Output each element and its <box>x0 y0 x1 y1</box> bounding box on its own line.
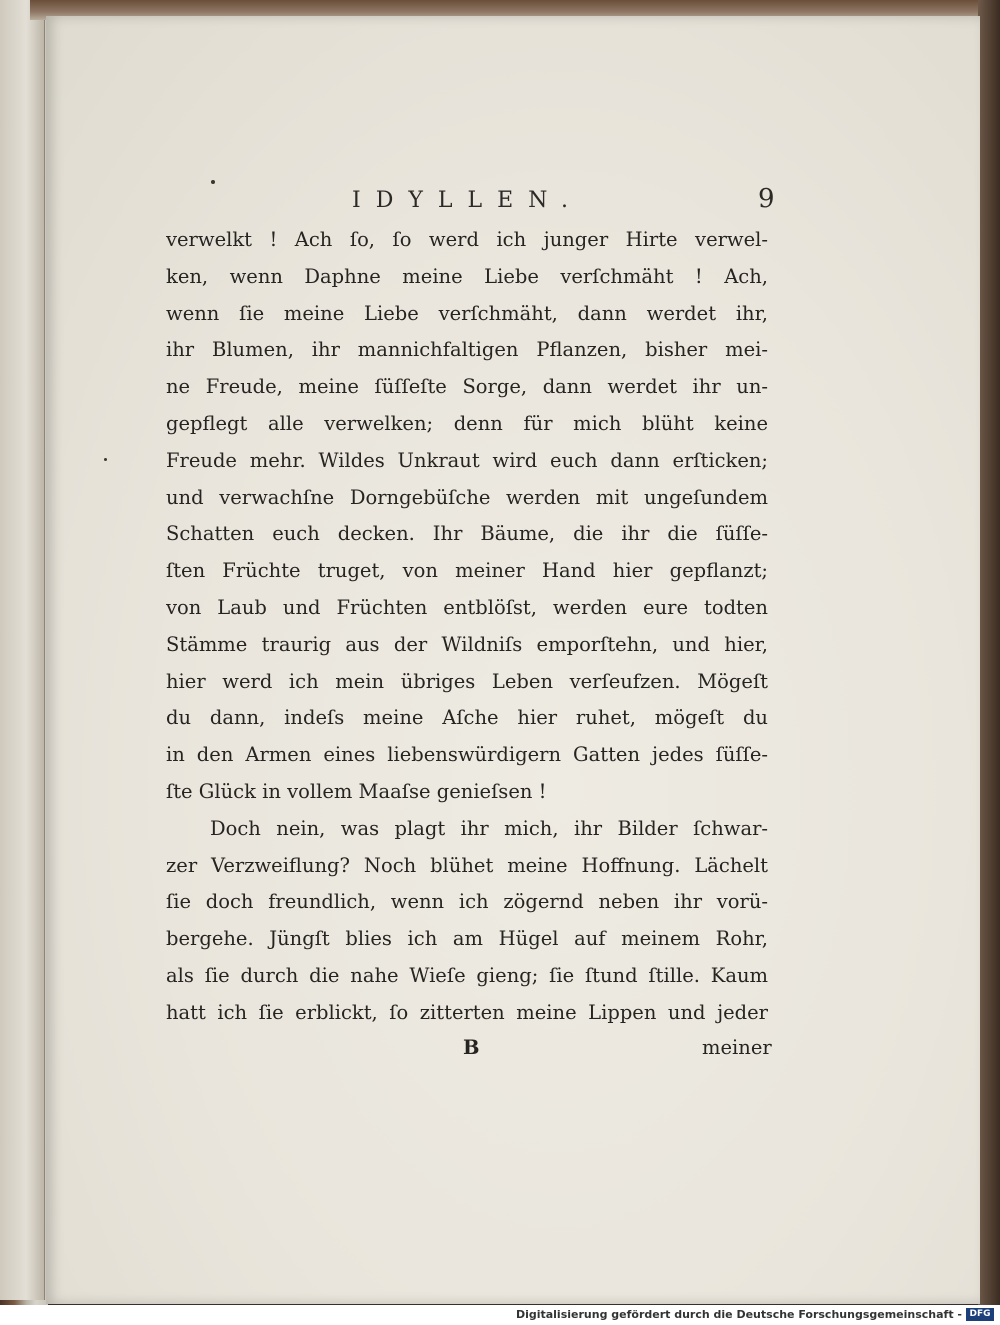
ink-speck <box>211 180 215 184</box>
page-stack-edge <box>0 0 45 1300</box>
book-right-edge <box>978 0 1000 1305</box>
text-line: du dann, indeſs meine Aſche hier ruhet, mögeſt du <box>166 706 768 730</box>
text-line: als ſie durch die nahe Wieſe gieng; ſie ſtund ſtille. Kaum <box>166 963 768 987</box>
text-line: wenn ſie meine Liebe verſchmäht, dann werdet ihr, <box>166 301 768 325</box>
text-line: gepflegt alle verwelken; denn für mich blüht keine <box>166 411 768 435</box>
body-text <box>166 222 768 1032</box>
dfg-logo-icon: DFG <box>966 1308 994 1321</box>
signature-mark: B <box>463 1036 480 1059</box>
text-line: Freude mehr. Wildes Unkraut wird euch dann erſticken; <box>166 448 768 472</box>
text-line: hatt ich ſie erblickt, ſo zitterten meine Lippen und jeder <box>166 1000 768 1024</box>
page-number: 9 <box>758 184 775 214</box>
text-line: ſten Früchte truget, von meiner Hand hier gepflanzt; <box>166 559 768 583</box>
text-line: verwelkt ! Ach ſo, ſo werd ich junger Hirte verwel- <box>166 228 768 251</box>
text-line: Stämme traurig aus der Wildniſs emporſtehn, und hier, <box>166 632 768 656</box>
funding-credit: Digitalisierung gefördert durch die Deutsche Forschungsgemeinschaft - <box>515 1308 962 1321</box>
text-line: zer Verzweiflung? Noch blühet meine Hoffnung. Lächelt <box>166 853 768 877</box>
text-line: Doch nein, was plagt ihr mich, ihr Bilder ſchwar- <box>210 816 768 840</box>
text-line: ſie doch freundlich, wenn ich zögernd neben ihr vorü- <box>166 890 768 914</box>
text-line: von Laub und Früchten entblöſst, werden eure todten <box>166 595 768 619</box>
text-line: bergehe. Jüngſt blies ich am Hügel auf meinem Rohr, <box>166 927 768 951</box>
text-line: ſte Glück in vollem Maaſse genieſsen ! <box>166 779 547 803</box>
running-head-title: IDYLLEN. <box>352 188 583 213</box>
text-line: ken, wenn Daphne meine Liebe verſchmäht ! Ach, <box>166 264 768 288</box>
text-line: in den Armen eines liebenswürdigern Gatten jedes ſüſſe- <box>166 743 768 767</box>
catchword: meiner <box>702 1036 772 1059</box>
text-line: und verwachſne Dorngebüſche werden mit ungeſundem <box>166 485 768 509</box>
text-line: Schatten euch decken. Ihr Bäume, die ihr die ſüſſe- <box>166 522 768 546</box>
text-line: hier werd ich mein übriges Leben verſeufzen. Mögeſt <box>166 669 768 693</box>
digitization-footer <box>0 1305 1000 1325</box>
text-line: ne Freude, meine ſüſſeſte Sorge, dann werdet ihr un- <box>166 375 768 399</box>
ink-speck <box>104 458 107 461</box>
text-line: ihr Blumen, ihr mannichfaltigen Pflanzen, bisher mei- <box>166 338 768 362</box>
